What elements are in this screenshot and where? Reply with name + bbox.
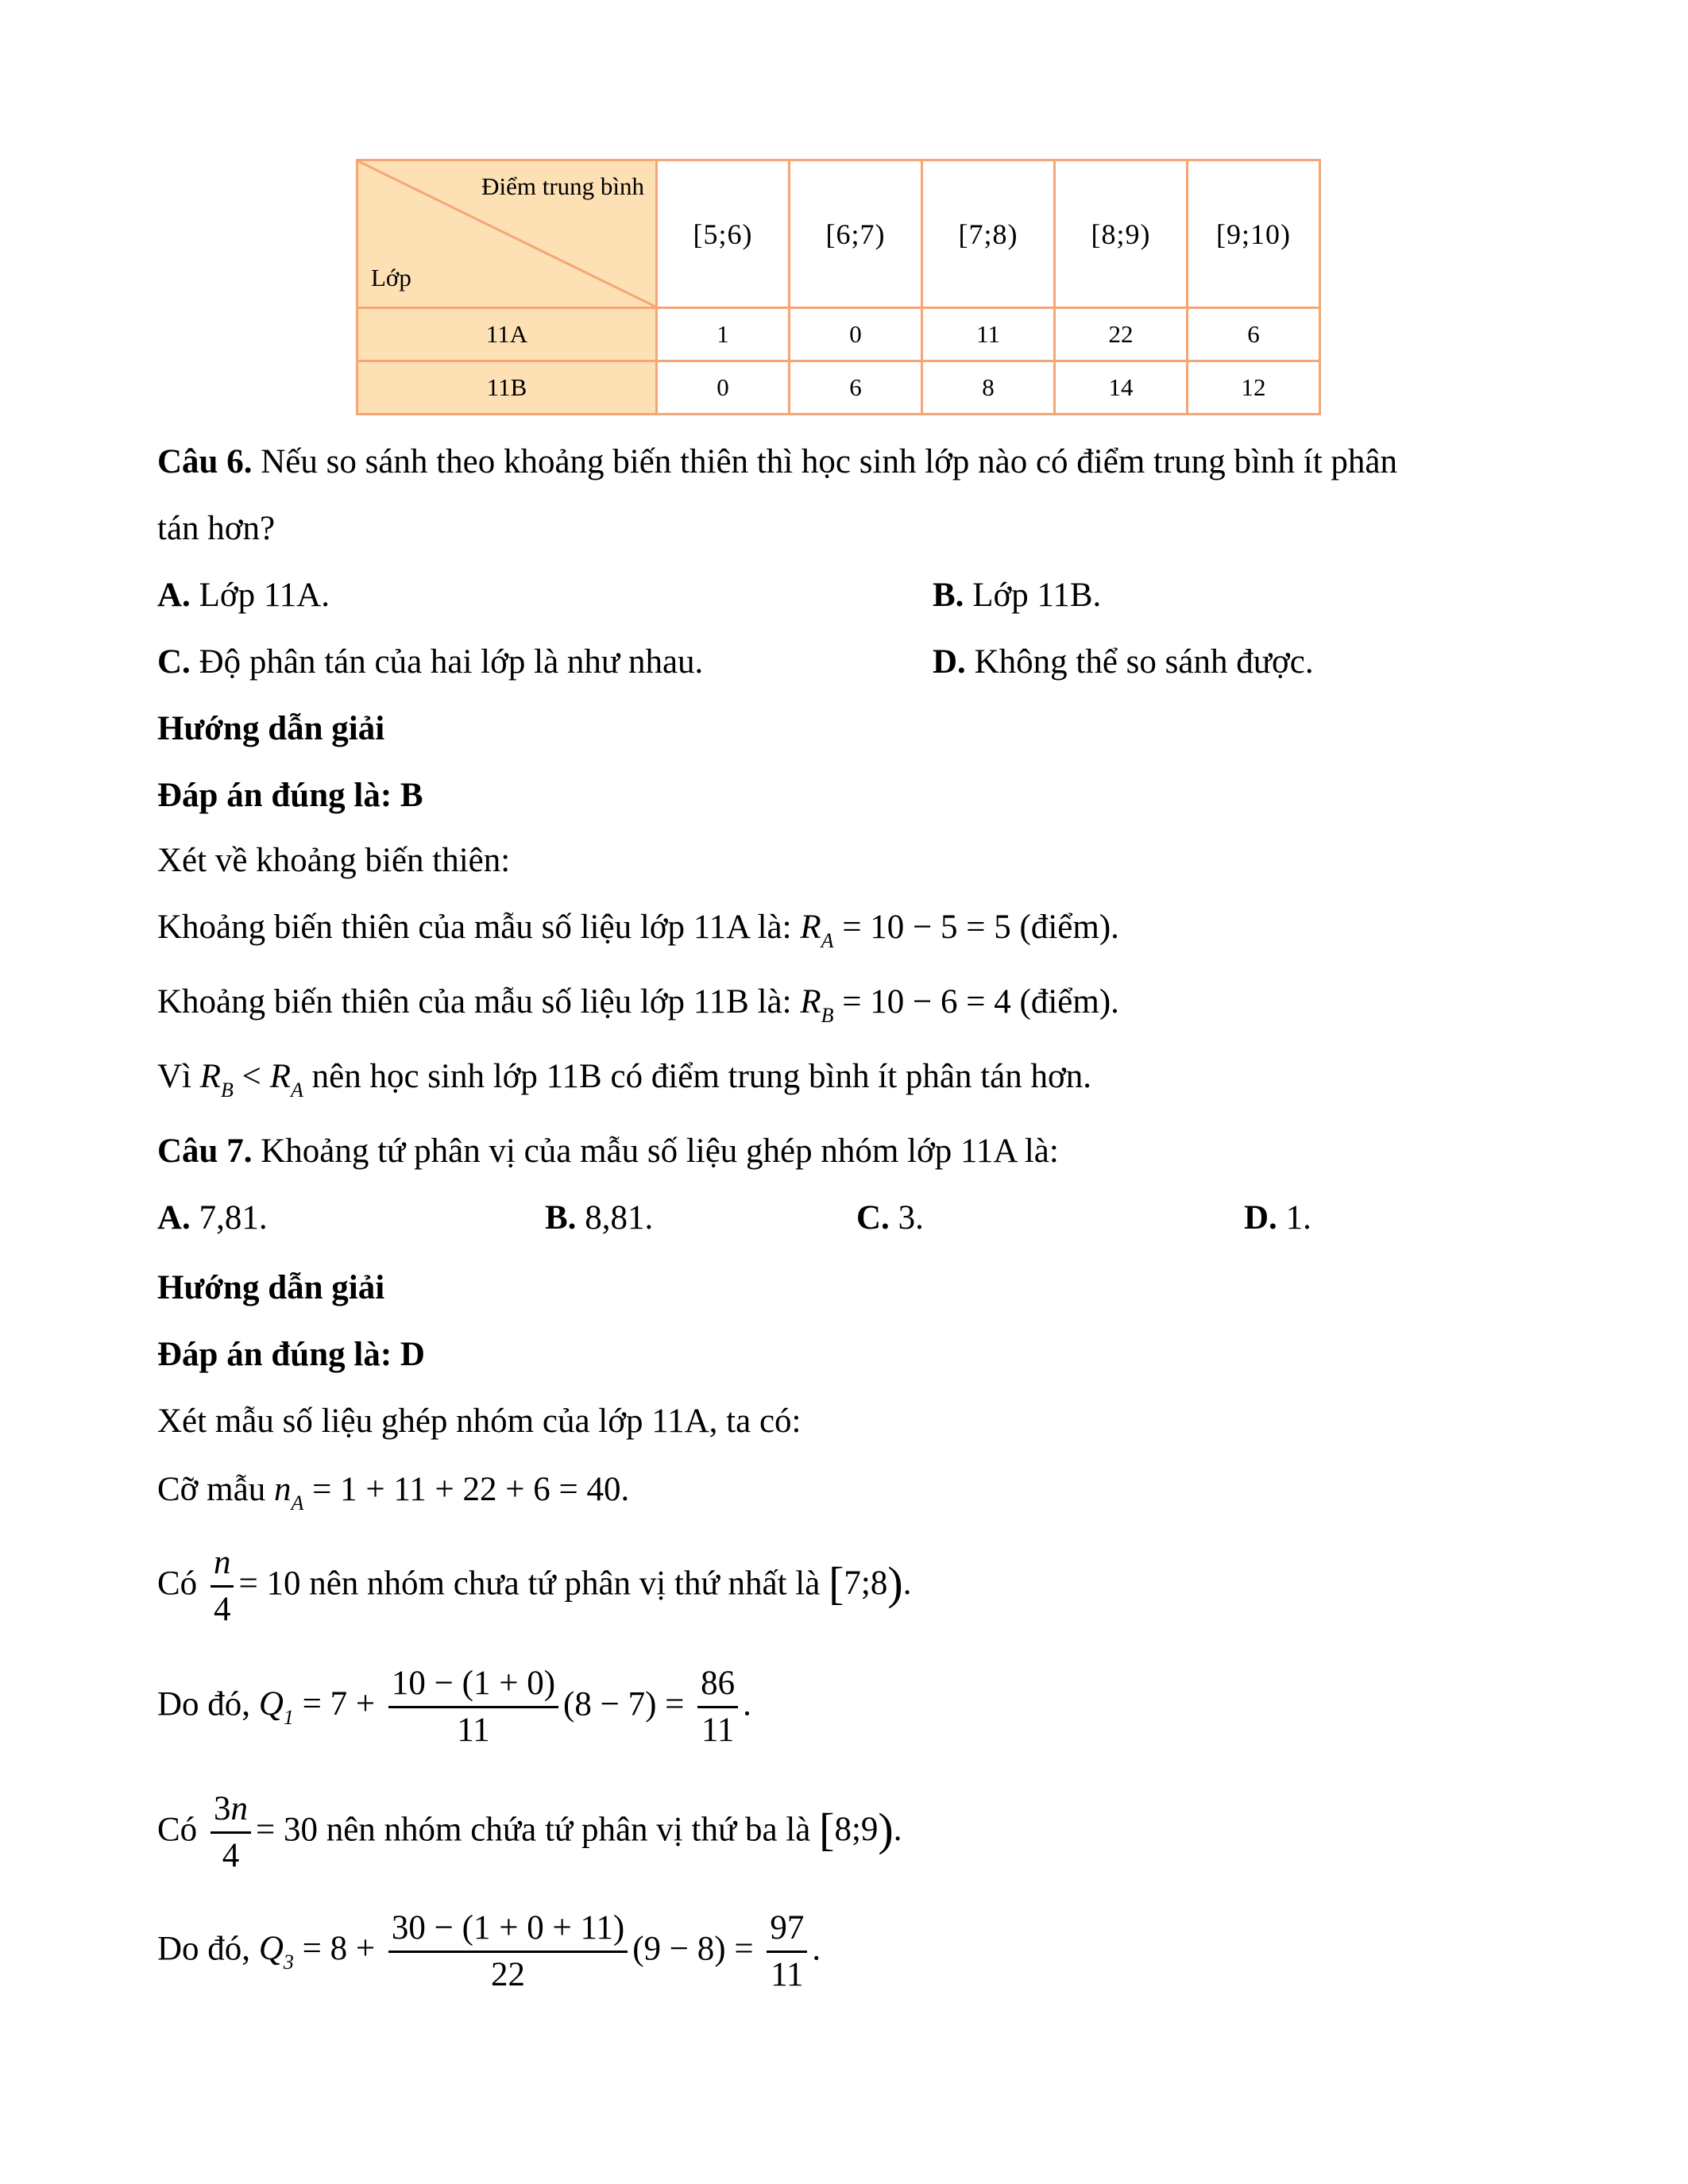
table-corner-header [357,160,657,308]
q6-option-b: B. Lớp 11B. [933,577,1102,614]
q6-conclusion: Vì $R_B < R_A$ nên học sinh lớp 11B có điểm trung bình ít phân tán hơn. [157,1058,1092,1102]
q7-option-c: C. 3. [856,1199,924,1237]
q7-solution-line: Xét mẫu số liệu ghép nhóm của lớp 11A, ta có: [157,1403,802,1440]
q6-correct-answer: Đáp án đúng là: B [157,777,423,814]
q7-first-quartile-group: Có $\frac{n}{4}$ = 10 nên nhóm chưa tứ phân vị thứ nhất là [7;8). [157,1541,911,1632]
question-7-stem: Khoảng tứ phân vị của mẫu số liệu ghép nhóm lớp 11A là: [261,1133,1059,1170]
q7-third-quartile-group: Có $\frac{3n}{4}$ = 30 nên nhóm chứa tứ phân vị thứ ba là [8;9). [157,1787,902,1878]
interval-header: [8;9) [1055,160,1188,308]
q7-q3-formula: Do đó, $Q_3 = 8$ + $\frac{30 - (1 + 0 + 11)}{22}$ (9 − 8) = $\frac{97}{11}$ . [157,1906,821,1997]
q6-range-11a: Khoảng biến thiên của mẫu số liệu lớp 11A là: $R_A = 10 - 5 = 5$ (điểm). [157,909,1119,952]
question-7-label: Câu 7. [157,1133,253,1170]
question-6-label: Câu 6. [157,443,253,480]
corner-column-header: Điểm trung bình [481,172,644,200]
table-row [357,361,1320,415]
interval-header: [7;8) [922,160,1055,308]
q7-option-a: A. 7,81. [157,1199,268,1237]
row-label: 11A [357,308,657,361]
table-cell: 8 [922,361,1055,415]
interval-header: [5;6) [657,160,790,308]
corner-row-header: Lớp [371,264,411,291]
table-cell: 6 [790,361,922,415]
table-cell: 12 [1188,361,1320,415]
table-row [357,308,1320,361]
table-cell: 0 [790,308,922,361]
question-6-text [157,442,1397,483]
question-6-stem: Nếu so sánh theo khoảng biến thiên thì học sinh lớp nào có điểm trung bình ít phân [261,443,1397,480]
q6-solution-heading: Hướng dẫn giải [157,710,385,747]
q7-q1-formula: Do đó, $Q_1 = 7$ + $\frac{10 - (1 + 0)}{11}$ (8 − 7) = $\frac{86}{11}$ . [157,1661,751,1753]
q6-solution-line: Xét về khoảng biến thiên: [157,842,511,879]
q6-option-c: C. Độ phân tán của hai lớp là như nhau. [157,643,704,681]
q7-solution-heading: Hướng dẫn giải [157,1269,385,1306]
table-cell: 14 [1055,361,1188,415]
table-cell: 1 [657,308,790,361]
interval-header: [9;10) [1188,160,1320,308]
table-cell: 11 [922,308,1055,361]
interval-header: [6;7) [790,160,922,308]
table-cell: 0 [657,361,790,415]
table-cell: 22 [1055,308,1188,361]
q6-range-11b: Khoảng biến thiên của mẫu số liệu lớp 11B là: $R_B = 10 - 6 = 4$ (điểm). [157,983,1119,1027]
q7-correct-answer: Đáp án đúng là: D [157,1336,425,1373]
q7-option-b: B. 8,81. [545,1199,654,1237]
table-cell: 6 [1188,308,1320,361]
q7-sample-size: Cỡ mẫu $n_A = 1 + 11 + 22 + 6 = 40$. [157,1471,630,1515]
q6-option-d: D. Không thể so sánh được. [933,643,1314,681]
row-label: 11B [357,361,657,415]
question-7-text [157,1131,1059,1172]
q6-option-a: A. Lớp 11A. [157,577,330,614]
q7-option-d: D. 1. [1244,1199,1311,1237]
score-frequency-table [356,159,1321,415]
question-6-stem-cont: tán hơn? [157,510,276,547]
